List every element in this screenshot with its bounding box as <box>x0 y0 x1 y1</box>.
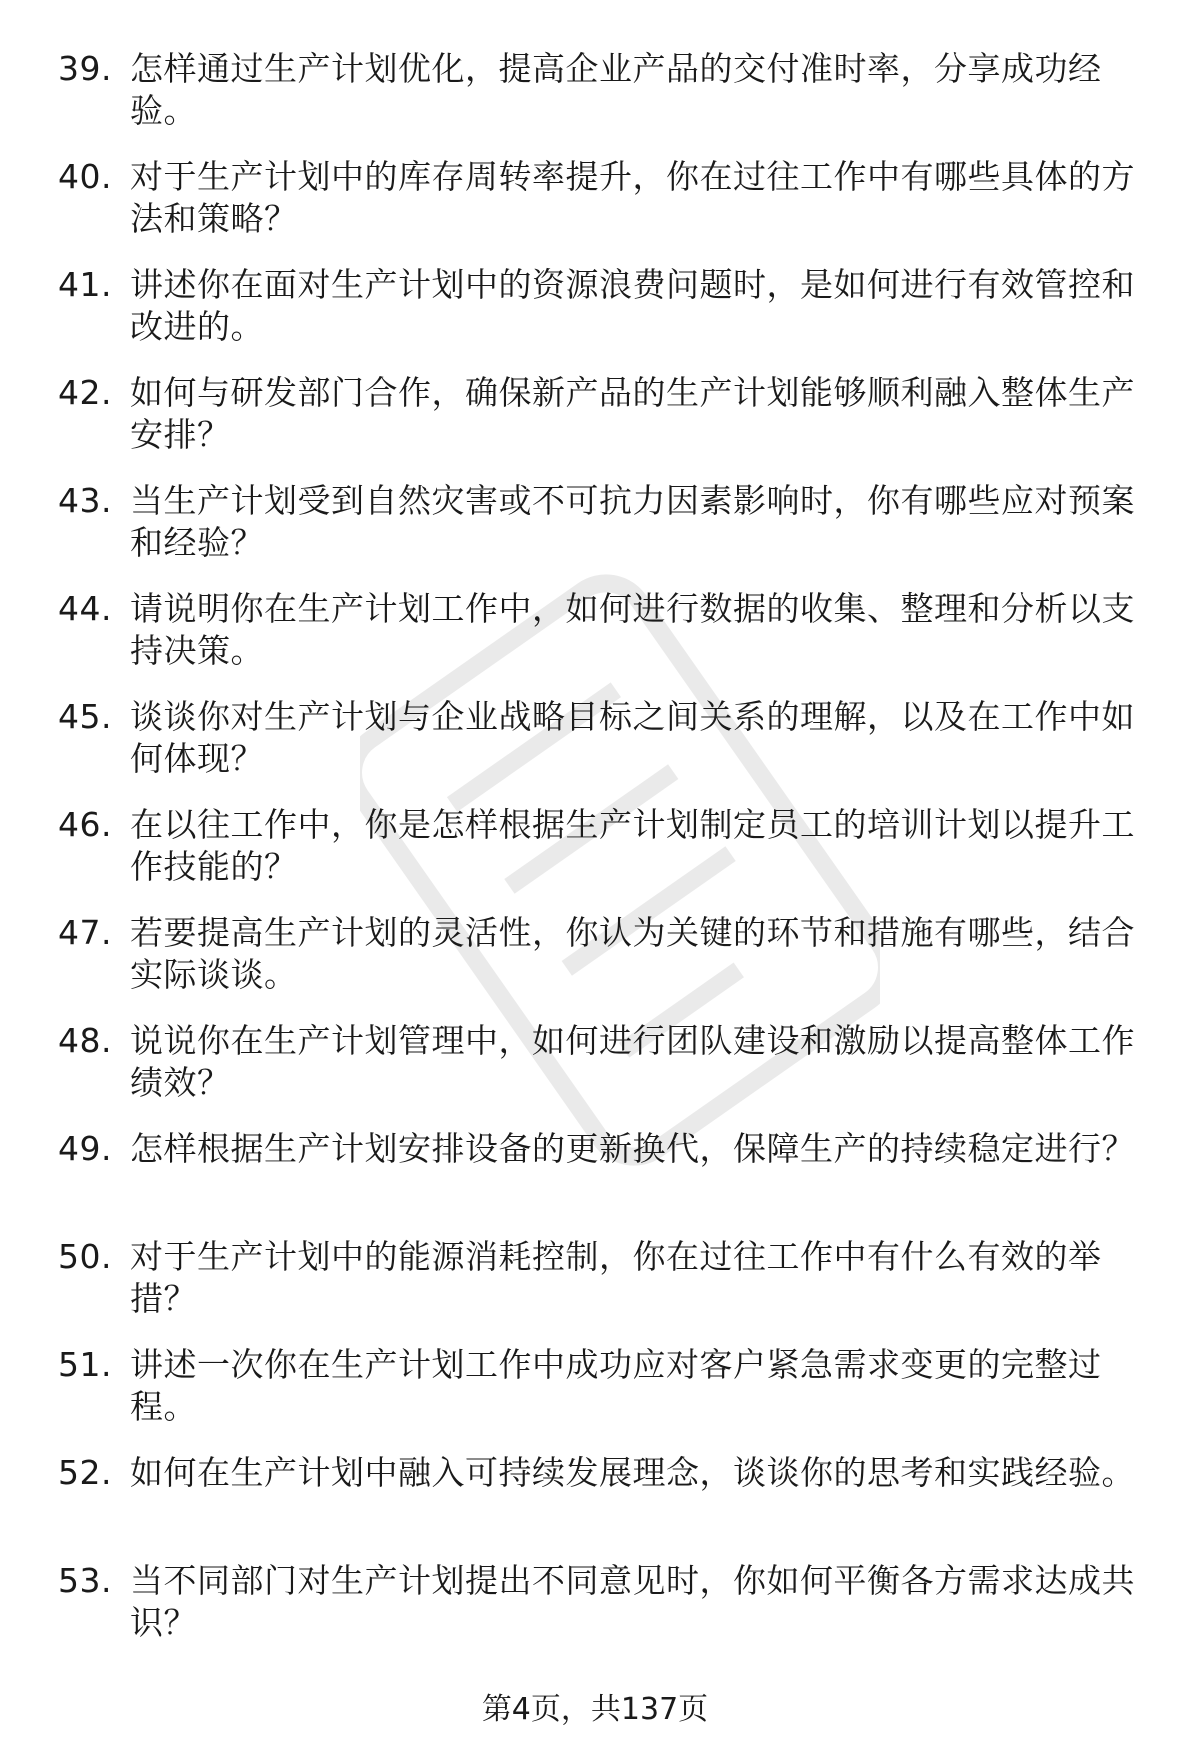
question-text: 如何与研发部门合作，确保新产品的生产计划能够顺利融入整体生产安排？ <box>130 373 1135 454</box>
question-number: 52. <box>58 1453 112 1492</box>
question-number: 49. <box>58 1129 112 1168</box>
question-text: 讲述你在面对生产计划中的资源浪费问题时，是如何进行有效管控和改进的。 <box>130 265 1135 346</box>
question-number: 41. <box>58 265 112 304</box>
question-text: 当生产计划受到自然灾害或不可抗力因素影响时，你有哪些应对预案和经验？ <box>130 481 1135 562</box>
question-item <box>58 156 1148 240</box>
question-item <box>58 804 1148 888</box>
question-number: 40. <box>58 157 112 196</box>
question-item <box>58 1452 1148 1536</box>
page-number-footer: 第4页，共137页 <box>481 1692 709 1727</box>
question-text: 如何在生产计划中融入可持续发展理念，谈谈你的思考和实践经验。 <box>130 1453 1135 1492</box>
question-item <box>58 1344 1148 1428</box>
question-item <box>58 1020 1148 1104</box>
question-number: 51. <box>58 1345 112 1384</box>
question-text: 怎样通过生产计划优化，提高企业产品的交付准时率，分享成功经验。 <box>130 49 1102 130</box>
question-item <box>58 1236 1148 1320</box>
question-number: 39. <box>58 49 112 88</box>
question-list <box>58 48 1148 1668</box>
question-text: 说说你在生产计划管理中，如何进行团队建设和激励以提高整体工作绩效？ <box>130 1021 1135 1102</box>
question-number: 50. <box>58 1237 112 1276</box>
question-text: 谈谈你对生产计划与企业战略目标之间关系的理解，以及在工作中如何体现？ <box>130 697 1135 778</box>
question-text: 请说明你在生产计划工作中，如何进行数据的收集、整理和分析以支持决策。 <box>130 589 1135 670</box>
question-text: 怎样根据生产计划安排设备的更新换代，保障生产的持续稳定进行？ <box>130 1129 1135 1168</box>
question-item <box>58 696 1148 780</box>
question-item <box>58 480 1148 564</box>
question-item <box>58 1128 1148 1212</box>
question-number: 47. <box>58 913 112 952</box>
question-text: 当不同部门对生产计划提出不同意见时，你如何平衡各方需求达成共识？ <box>130 1561 1135 1642</box>
question-text: 讲述一次你在生产计划工作中成功应对客户紧急需求变更的完整过程。 <box>130 1345 1102 1426</box>
question-item <box>58 588 1148 672</box>
question-text: 对于生产计划中的库存周转率提升，你在过往工作中有哪些具体的方法和策略？ <box>130 157 1135 238</box>
question-number: 43. <box>58 481 112 520</box>
question-text: 若要提高生产计划的灵活性，你认为关键的环节和措施有哪些，结合实际谈谈。 <box>130 913 1135 994</box>
question-number: 46. <box>58 805 112 844</box>
question-item <box>58 48 1148 132</box>
question-number: 44. <box>58 589 112 628</box>
question-number: 48. <box>58 1021 112 1060</box>
question-number: 42. <box>58 373 112 412</box>
question-number: 53. <box>58 1561 112 1600</box>
question-item <box>58 912 1148 996</box>
question-text: 对于生产计划中的能源消耗控制，你在过往工作中有什么有效的举措？ <box>130 1237 1102 1318</box>
question-item <box>58 264 1148 348</box>
question-number: 45. <box>58 697 112 736</box>
question-text: 在以往工作中，你是怎样根据生产计划制定员工的培训计划以提升工作技能的？ <box>130 805 1135 886</box>
question-item <box>58 372 1148 456</box>
question-item <box>58 1560 1148 1644</box>
